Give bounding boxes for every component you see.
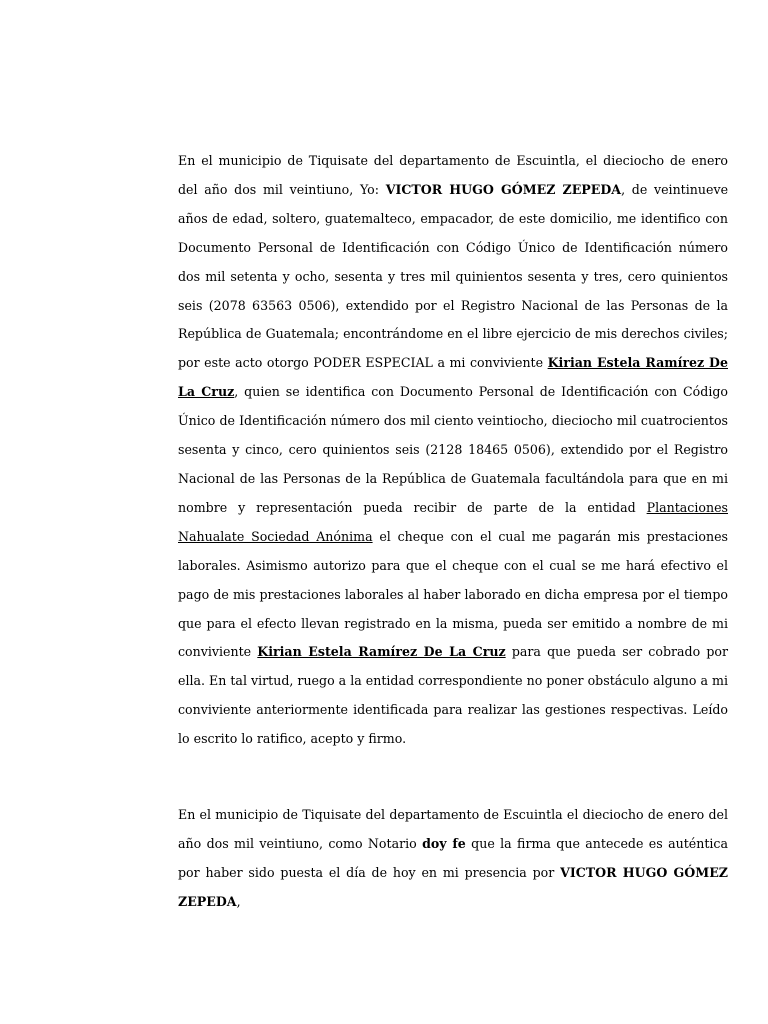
paragraph-power-of-attorney (178, 147, 728, 754)
doy-fe-phrase: doy fe (422, 835, 466, 851)
grantor-name: VICTOR HUGO GÓMEZ ZEPEDA (385, 181, 622, 197)
paragraph-notary-certification (178, 801, 728, 917)
text-segment: el cheque con el cual me pagarán mis prestaciones laborales. Asimismo autorizo para que el cheque con el cual se me hará efectivo el pago de mis prestaciones laborales al haber laborado en dicha empresa por el tiempo que para el efecto llevan registrado en la misma, pueda ser emitido a nombre de mi conviviente (178, 528, 728, 660)
grantor-name: VICTOR HUGO GÓMEZ ZEPEDA (178, 864, 728, 909)
text-segment: En el municipio de Tiquisate del departamento de Escuintla, el dieciocho de enero del año dos mil veintiuno, Yo: (178, 153, 728, 197)
text-segment: , (236, 893, 241, 909)
text-segment: para que pueda ser cobrado por ella. En tal virtud, ruego a la entidad correspondiente no poner obstáculo alguno a mi conviviente anteriormente identificada para realizar las gestiones respectivas. Leído lo escrito lo ratifico, acepto y firmo. (178, 644, 728, 747)
attorney-name: Kirian Estela Ramírez De La Cruz (257, 644, 506, 660)
attorney-name: Kirian Estela Ramírez De La Cruz (178, 355, 728, 400)
text-segment: que la firma que antecede es auténtica por haber sido puesta el día de hoy en mi presencia por (178, 835, 728, 880)
text-segment: , quien se identifica con Documento Personal de Identificación con Código Único de Identificación número dos mil ciento veintiocho, dieciocho mil cuatrocientos sesenta y cinco, cero quinientos seis (2128 18465 0506), extendido por el Registro Nacional de las Personas de la República de Guatemala facultándola para que en mi nombre y representación pueda recibir de parte de la entidad (178, 384, 728, 515)
entity-name: Plantaciones Nahualate Sociedad Anónima (178, 499, 728, 544)
text-segment: , de veintinueve años de edad, soltero, guatemalteco, empacador, de este domicilio, me identifico con Documento Personal de Identificación con Código Único de Identificación número dos mil setenta y ocho, sesenta y tres mil quinientos sesenta y tres, cero quinientos seis (2078 63563 0506), extendido por el Registro Nacional de las Personas de la República de Guatemala; encontrándome en el libre ejercicio de mis derechos civiles; por este acto otorgo PODER ESPECIAL a mi conviviente (178, 181, 729, 371)
text-segment: En el municipio de Tiquisate del departamento de Escuintla el dieciocho de enero del año dos mil veintiuno, como Notario (178, 807, 728, 851)
